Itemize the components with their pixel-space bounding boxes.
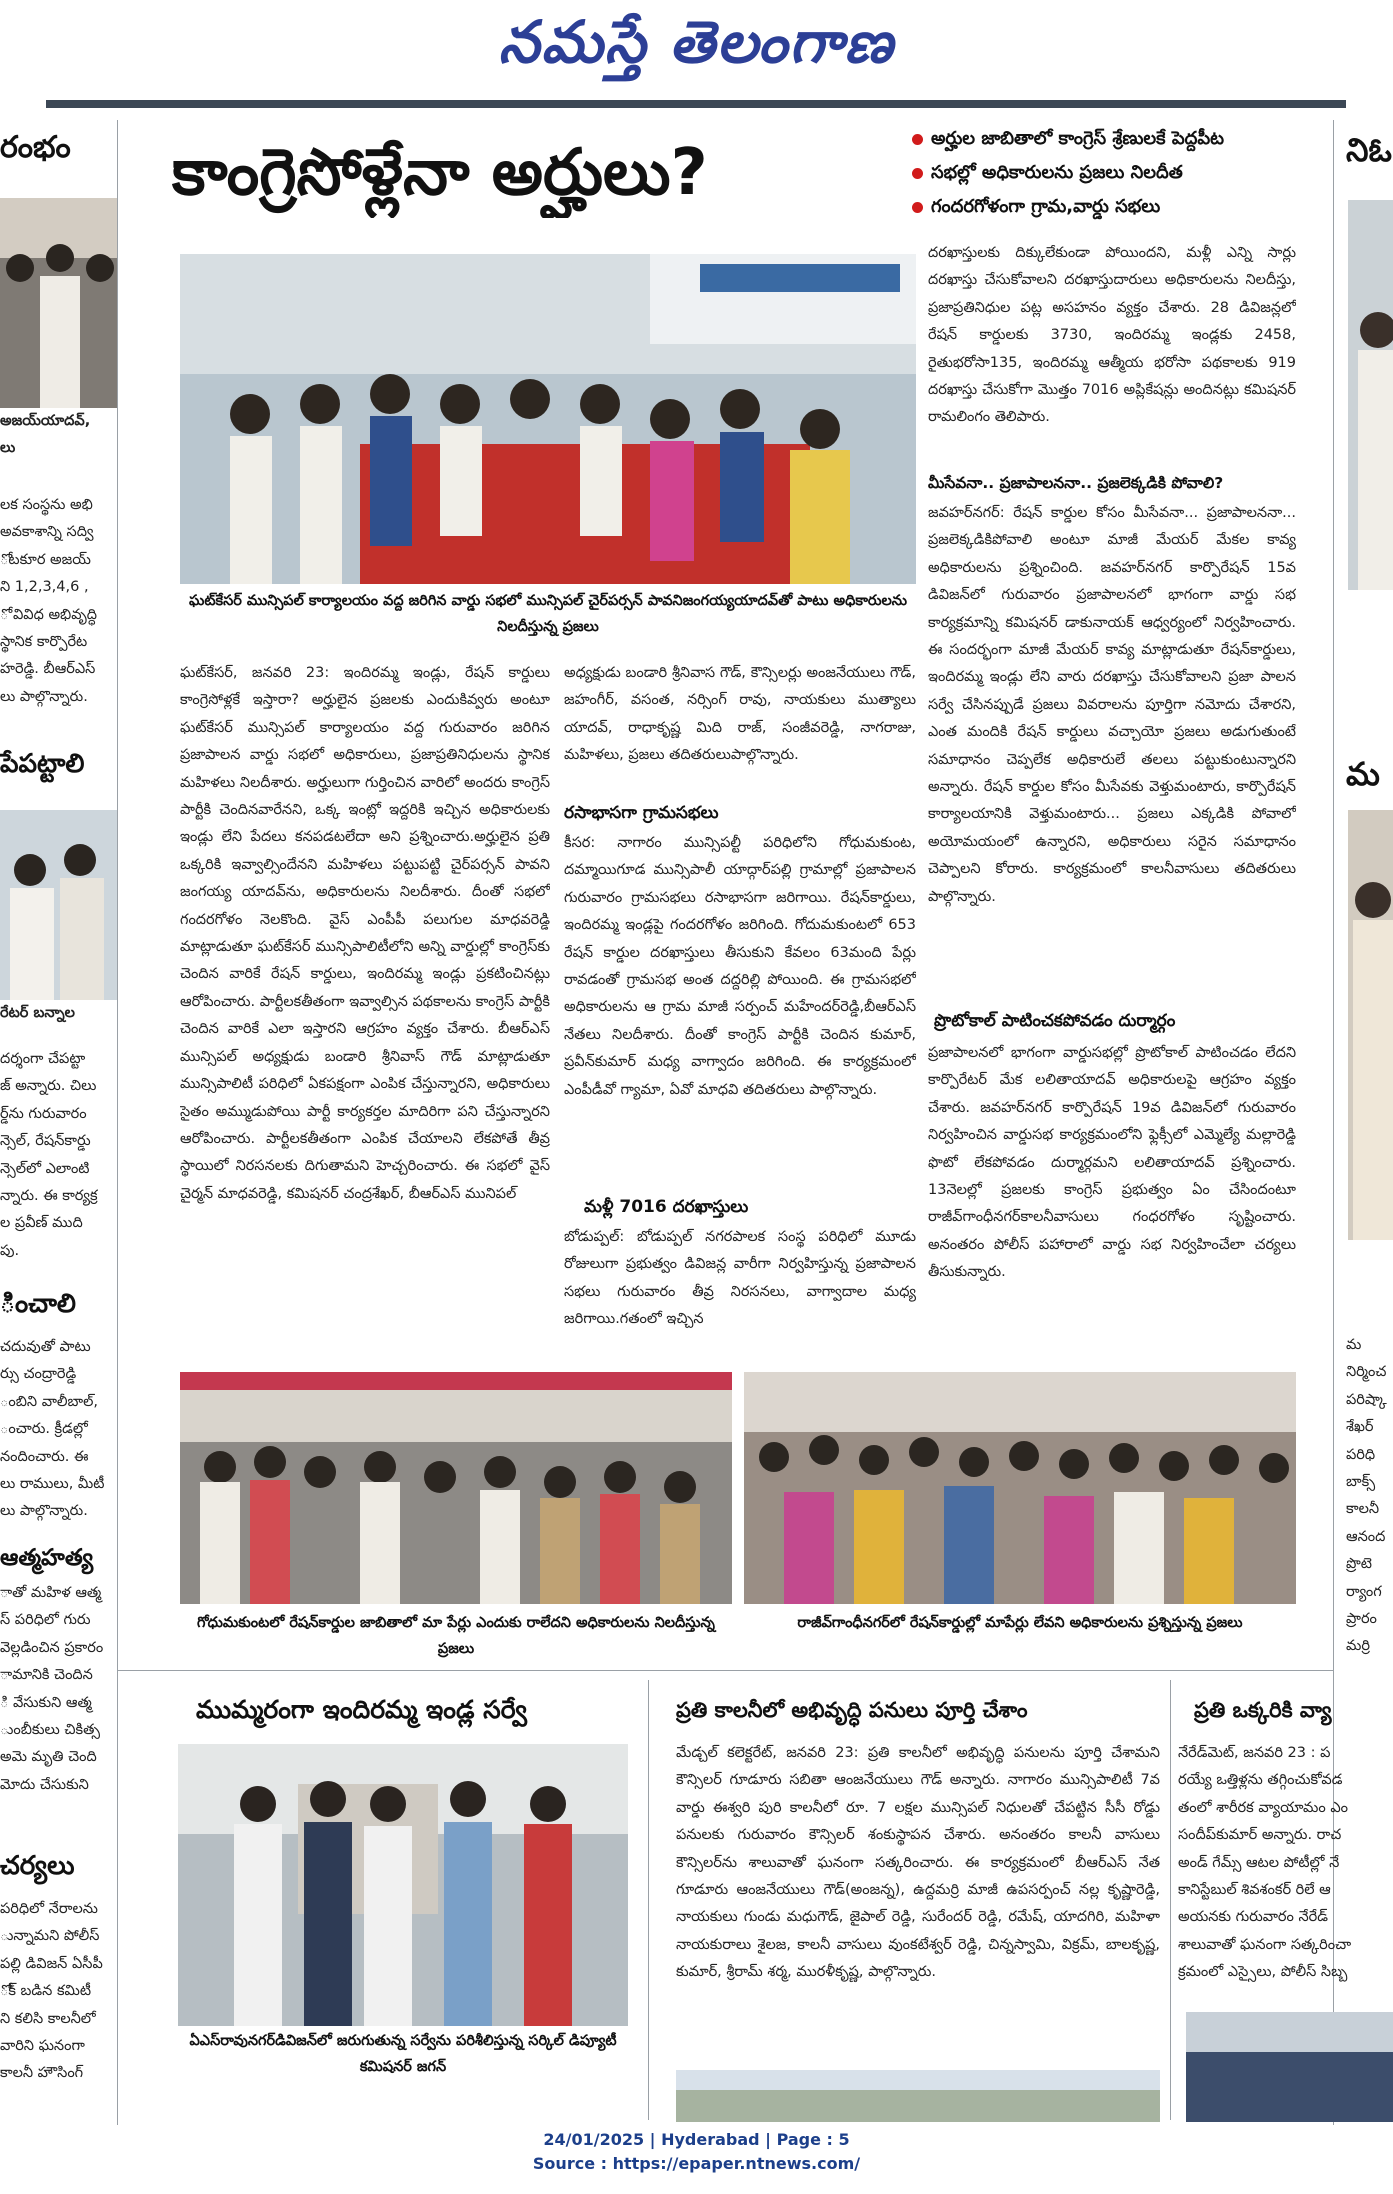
bullet-icon bbox=[912, 168, 923, 179]
photo-right-1 bbox=[1348, 200, 1393, 590]
photo-left-1 bbox=[0, 198, 117, 408]
photo-caption: రాజీవ్‌గాంధీనగర్‌లో రేషన్‌కార్డుల్లో మాపేర్లు లేవని అధికారులను ప్రశ్నిస్తున్న ప్రజలు bbox=[797, 1615, 1243, 1631]
photo-caption: గోధుమకుంటలో రేషన్‌కార్డుల జాబితాలో మా పేర్లు ఎందుకు రాలేదని అధికారులను నిలదీస్తున్న ప్రజలు bbox=[197, 1615, 715, 1657]
bullet-icon bbox=[912, 202, 923, 213]
left-text: లక సంస్థను అభి అవకాశాన్ని సద్వి ోటకూర అజయ్ ని 1,2,3,4,6 , ో వివిధ అభివృద్ధి స్థానిక కార్పొరేట హరెడ్డి. బీఆర్‌ఎస్ లు పాల్గొన్నారు. bbox=[0, 497, 97, 705]
subheading: ప్రొటోకాల్ పాటించకపోవడం దుర్మార్గం bbox=[934, 1011, 1176, 1031]
footer-source-link[interactable]: Source : https://epaper.ntnews.com/ bbox=[532, 2154, 861, 2173]
photo-godhumakunta bbox=[180, 1372, 732, 1604]
separator bbox=[1170, 1680, 1171, 2120]
newspaper-name: నమస్తే తెలంగాణ bbox=[498, 8, 895, 76]
photo-left-2 bbox=[0, 810, 117, 1000]
bullet-item: సభల్లో అధికారులను ప్రజలు నిలదీత bbox=[912, 156, 1332, 190]
article-column-2b: కీసర: నాగారం మున్సిపల్టీ పరిధిలోని గోధుమకుంట, దమ్మాయిగూడ మున్సిపాలీ యాద్గార్‌పల్లి గ్రామాల్లో ప్రజాపాలన గురువారం గ్రామసభలు రసాభాసగా జరిగాయి. రేషన్‌కార్డులు, ఇందిరమ్మ ఇండ్లపై గందరగోళం జరిగింది. గోదుమకుంటలో 653 రేషన్ కార్డుల దరఖాస్తులు తీసుకుని కేవలం 63మంది పేర్లు రావడంతో గ్రామసభ అంత దద్దరిల్లి పోయింది. ఈ గ్రామసభలో అధికారులను ఆ గ్రామ మాజీ సర్పంచ్ మహేందర్‌రెడ్డి,బీఆర్‌ఎస్ నేతలు నిలదీశారు. దీంతో కాంగ్రెస్ పార్టీకి చెందిన కుమార్, ప్రవీన్‌కుమార్ మధ్య వాగ్వాదం జరిగింది. ఈ కార్యక్రమంలో ఎంపీడీవో గ్యామా, ఏవో మాధవి తదితరులు పాల్గొన్నారు. bbox=[564, 835, 916, 1098]
subheading: మళ్లీ 7016 దరఖాస్తులు bbox=[584, 1197, 749, 1217]
masthead-rule bbox=[46, 100, 1346, 108]
right-text: మ నిర్మించ పరిష్కా శేఖర్ పరిధి బాక్స్ కాలనీ ఆనంద ప్రొటె ర్యాంగ ప్రారం మర్రి bbox=[1346, 1337, 1387, 1655]
subheading: రసాభాసగా గ్రామసభలు bbox=[564, 803, 719, 823]
right-heading: మ bbox=[1346, 755, 1380, 793]
left-caption: అజయ్‌యాదవ్, లు bbox=[0, 413, 91, 457]
subheading: మీసేవనా.. ప్రజాపాలననా.. ప్రజలెక్కడికి పోవాలి? bbox=[928, 474, 1224, 492]
left-heading: చర్యలు bbox=[0, 1851, 75, 1881]
photo-rajivgandhinagar bbox=[744, 1372, 1296, 1604]
photo-caption: ఘట్‌కేసర్ మున్సిపల్ కార్యాలయం వద్ద జరిగిన వార్డు సభలో మున్సిపల్ చైర్‌పర్సన్ పావనిజంగయ్యయాదవ్‌తో పాటు అధికారులను నిలదీస్తున్న ప్రజలు bbox=[188, 593, 907, 635]
photo-survey bbox=[178, 1744, 628, 2026]
footer-date-page: 24/01/2025 | Hyderabad | Page : 5 bbox=[543, 2130, 850, 2149]
separator bbox=[117, 120, 118, 2125]
article-column-3b: జవహర్‌నగర్: రేషన్ కార్డుల కోసం మీసేవనా... ప్రజాపాలననా... ప్రజలెక్కడికిపోవాలి అంటూ మాజీ మేయర్ మేకల కావ్య అధికారులను ప్రశ్నించింది. జవహర్‌నగర్ కార్పొరేషన్ 15వ డివిజన్‌లో గురువారం ప్రజాపాలనలో భాగంగా వార్డు సభ కార్యక్రమాన్ని కమిషనర్ డాకునాయక్ ఆధ్వర్యంలో నిర్వహించారు. ఈ సందర్భంగా మాజీ మేయర్ కావ్య మాట్లాడుతూ రేషన్‌కార్డులు, ఇందిరమ్మ ఇండ్లు లేని వారు దరఖాస్తు చేసుకోవాలని ప్రజా పాలన సర్వే చేసినప్పుడే ప్రజలు వివరాలను పూర్తిగా నమోదు చేశారని, ఎంత మందికి రేషన్ కార్డులు వచ్చాయో ప్రజలు అడుగుతుంటే సమాధానం చెప్పలేక అధికారులే తలలు పట్టుకుంటున్నారని అన్నారు. రేషన్ కార్డుల కోసం మీసేవకు వెళ్తుమంటారు, కార్పొరేషన్ కార్యాలయానికి వెళ్తుమంటారు... ప్రజలు ఎక్కడికి పోవాలో అయోమయంలో ఉన్నారని, అధికారులు సరైన సమాధానం చెప్పాలని కోరారు. కార్యక్రమంలో కాలనీవాసులు తదితరులు పాల్గొన్నారు. bbox=[928, 505, 1296, 905]
right-heading: నిఓ bbox=[1346, 131, 1392, 169]
headline-bullets bbox=[912, 122, 1332, 224]
colony-headline: ప్రతి కాలనీలో అభివృద్ధి పనులు పూర్తి చేశాం bbox=[676, 1698, 1028, 1722]
left-text: ాతో మహిళ ఆత్మ స్ పరిధిలో గురు వెల్లడించిన ప్రకారం ామానికి చెందిన ి వేసుకుని ఆత్మ ుంబీకులు చికిత్స అమె మృతి చెంది మోదు చేసుకుని bbox=[0, 1585, 104, 1793]
separator bbox=[648, 1680, 649, 2120]
left-heading: ించాలి bbox=[0, 1289, 76, 1319]
article-column-3c: ప్రజాపాలనలో భాగంగా వార్డుసభల్లో ప్రొటోకాల్ పాటించడం లేదని కార్పొరేటర్ మేక లలితాయాదవ్ అధికారులపై ఆగ్రహం వ్యక్తం చేశారు. జవహర్‌నగర్ కార్పొరేషన్ 19వ డివిజన్‌లో గురువారం నిర్వహించిన వార్డుసభ కార్యక్రమంలోని ఫ్లెక్సీలో ఎమ్మెల్యే మల్లారెడ్డి ఫొటో లేకపోవడం దుర్మార్గమని లలితాయాదవ్ ప్రశ్నించారు. 13నెలల్లో ప్రజలకు కాంగ్రెస్ ప్రభుత్వం ఏం చేసిందంటూ రాజీవ్‌గాంధీనగర్‌కాలనీవాసులు గంధరగోళం సృష్టించారు. అనంతరం పోలీస్ పహారాలో వార్డు సభ నిర్వహించేలా చర్యలు తీసుకున్నారు. bbox=[928, 1045, 1296, 1281]
bullet-icon bbox=[912, 134, 923, 145]
article-column-2c: బోడుప్పల్: బోడుప్పల్ నగరపాలక సంస్థ పరిధిలో మూడు రోజులుగా ప్రభుత్వం డివిజన్ల వారీగా నిర్వహిస్తున్న ప్రజాపాలన సభలు గురువారం తీవ్ర నిరసనలు, వాగ్వాదాల మధ్య జరిగాయి.గతంలో ఇచ్చిన bbox=[564, 1229, 916, 1328]
left-caption: రేటర్ బన్నాల bbox=[0, 1005, 75, 1021]
article-column-3a: దరఖాస్తులకు దిక్కులేకుండా పోయిందని, మళ్లీ ఎన్ని సార్లు దరఖాస్తు చేసుకోవాలని దరఖాస్తుదారులు అధికారులను నిలదీస్తు, ప్రజాప్రతినిధుల పట్ల అసహనం వ్యక్తం చేశారు. 28 డివిజన్లలో రేషన్ కార్డులకు 3730, ఇందిరమ్మ ఇండ్లకు 2458, రైతుభరోసా135, ఇందిరమ్మ ఆత్మీయ భరోసా పథకాలకు 919 దరఖాస్తు చేసుకోగా మొత్తం 7016 అప్లికేషన్లు అందినట్లు కమిషనర్ రామలింగం తెలిపారు. bbox=[928, 245, 1296, 426]
article-column-2a: అధ్యక్షుడు బండారి శ్రీనివాస గౌడ్, కౌన్సిలర్లు అంజనేయులు గౌడ్, జహంగీర్, వసంత, నర్సింగ్ రావు, నాయకులు ముత్యాలు యాదవ్, రాధాకృష్ణ మిది రాజ్, సంజీవరెడ్డి, నాగరాజు, మహిళలు, ప్రజలు తదితరులుపాల్గొన్నారు. bbox=[564, 665, 916, 764]
left-heading: రంభం bbox=[0, 130, 71, 165]
photo-right-2 bbox=[1348, 810, 1393, 1240]
left-text: దర్శంగా చేపట్టా జ్ అన్నారు. చిలు ర్డ్‌ను గురువారం న్సెల్, రేషన్‌కార్డు న్సెల్‌లో ఎలాంటి న్నారు. ఈ కార్యక్ర ల ప్రవీణ్ ముది పు. bbox=[0, 1051, 98, 1259]
left-heading: పేపట్టాలి bbox=[0, 749, 85, 779]
right-bottom-article: నేరేడ్‌మెట్, జనవరి 23 : ప రయ్యే ఒత్తిళ్లను తగ్గించుకోవడ తంలో శారీరక వ్యాయామం ఎం సందీప్‌కుమార్ అన్నారు. రాచ అండ్ గేమ్స్ ఆటల పోటీల్లో నే కానిస్టేబుల్ శివశంకర్ రిలే ఆ అయనకు గురువారం నేరేడ్ శాలువాతో ఘనంగా సత్కరించా క్రమంలో ఎస్సైలు, పోలీస్ సిబ్బ bbox=[1178, 1745, 1352, 1981]
page-footer bbox=[0, 2128, 1393, 2176]
right-bottom-headline: ప్రతి ఒక్కరికి వ్యా bbox=[1194, 1698, 1332, 1722]
photo-caption: ఏఎస్‌రావునగర్‌డివిజన్‌లో జరుగుతున్న సర్వేను పరిశీలిస్తున్న సర్కిల్ డిప్యూటీ కమిషనర్ జగన్ bbox=[189, 2033, 617, 2075]
photo-ward-meeting bbox=[180, 254, 916, 584]
photo-colony bbox=[676, 2070, 1160, 2122]
colony-article: మేడ్చల్ కలెక్టరేట్, జనవరి 23: ప్రతి కాలనీలో అభివృద్ధి పనులను పూర్తి చేశామని కౌన్సిలర్ గూడూరు సబితా ఆంజనేయులు గౌడ్ అన్నారు. నాగారం మున్సిపాలిటీ 7వ వార్డు ఈశ్వరి పురి కాలనీలో రూ. 7 లక్షల మున్సిపల్ నిధులతో చేపట్టిన సీసీ రోడ్డు పనులకు గురువారం కౌన్సిలర్ శంకుస్థాపన చేశారు. అనంతరం కాలనీ వాసులు కౌన్సిలర్‌ను శాలువాతో ఘనంగా సత్కరించారు. ఈ కార్యక్రమంలో బీఆర్‌ఎస్ నేత గూడూరు ఆంజనేయులు గౌడ్(అంజన్న), ఉద్దమర్రి మాజీ ఉపసర్పంచ్ నల్ల కృష్ణారెడ్డి, నాయకులు గుండు మధుగౌడ్, జైపాల్ రెడ్డి, సురేందర్ రెడ్డి, రమేష్, యాదగిరి, మహిళా నాయకురాలు శైలజ, కాలనీ వాసులు వుంకటేశ్వర్ రెడ్డి, చిన్నస్వామి, విక్రమ్, బాలకృష్ణ, కుమార్, శ్రీరామ్ శర్మ, మురళీకృష్ణ, పాల్గొన్నారు. bbox=[676, 1745, 1160, 1981]
bullet-item: అర్హుల జాబితాలో కాంగ్రెస్ శ్రేణులకే పెద్దపీట bbox=[912, 122, 1332, 156]
bullet-item: గందరగోళంగా గ్రామ,వార్డు సభలు bbox=[912, 190, 1332, 224]
separator bbox=[118, 1670, 1333, 1671]
photo-right-bottom bbox=[1186, 2012, 1393, 2122]
main-headline: కాంగ్రెసోళ్లేనా అర్హులు? bbox=[172, 136, 708, 210]
survey-headline: ముమ్మరంగా ఇందిరమ్మ ఇండ్ల సర్వే bbox=[196, 1695, 527, 1724]
left-text: పరిధిలో నేరాలను ున్నామని పోలీస్ పల్లి డివిజన్ ఏసీపీ ోక్ బడిన కమిటీ ని కలిసి కాలనీలో వారిని ఘనంగా కాలనీ హౌసింగ్ bbox=[0, 1901, 103, 2082]
masthead bbox=[0, 0, 1393, 92]
left-heading: ఆత్మహత్య bbox=[0, 1545, 94, 1571]
left-text: చదువుతో పాటు ర్సు చంద్రారెడ్డి ంబిని వాలీబాల్, ంచారు. క్రీడల్లో నందించారు. ఈ లు రాములు, మీటీ లు పాల్గొన్నారు. bbox=[0, 1339, 105, 1520]
article-column-1: ఘట్‌కేసర్, జనవరి 23: ఇందిరమ్మ ఇండ్లు, రేషన్ కార్డులు కాంగ్రెసోళ్లకే ఇస్తారా? అర్హులైన ప్రజలకు ఎందుకివ్వరు అంటూ ఘట్‌కేసర్ మున్సిపల్ కార్యాలయం వద్ద గురువారం జరిగిన ప్రజాపాలన వార్డు సభలో అధికారులు, ప్రజాప్రతినిధులను స్థానిక మహిళలు నిలదీశారు. అర్హులుగా గుర్తించిన వారిలో అందరు కాంగ్రెస్ పార్టీకి చెందినవారేనని, ఒక్క ఇంట్లో ఇద్దరికి ఇచ్చిన అధికారులకు ఇండ్లు లేని పేదలు కనపడటలేదా అని ప్రశ్నించారు.అర్హులైన ప్రతి ఒక్కరికి ఇవ్వాల్సిందేనని మహిళలు పట్టుపట్టి చైర్‌పర్సన్ పావని జంగయ్య యాదవ్‌ను, అధికారులను నిలదీశారు. దీంతో సభలో గందరగోళం నెలకొంది. వైస్ ఎంపీపీ పలుగుల మాధవరెడ్డి మాట్లాడుతూ ఘట్‌కేసర్ మున్సిపాలిటీలోని అన్ని వార్డుల్లో కాంగ్రెస్‌కు చెందిన వారికే రేషన్ కార్డులు, ఇందిరమ్మ ఇండ్లు ప్రకటించినట్లు ఆరోపించారు. పార్టీలకతీతంగా ఇవ్వాల్సిన పథకాలను కాంగ్రెస్ పార్టీకి చెందిన వారికే ఎలా ఇస్తారని ఆగ్రహం వ్యక్తం చేశారు. బీఆర్‌ఎస్ మున్సిపల్ అధ్యక్షుడు బండారి శ్రీనివాస్ గౌడ్ మాట్లాడుతూ మున్సిపాలిటీ పరిధిలో ఏకపక్షంగా ఎంపిక చేస్తున్నారని, అధికారులు సైతం అమ్ముడుపోయి పార్టీ కార్యకర్తల మాదిరిగా పని చేస్తున్నారని ఆరోపించారు. పార్టీలకతీతంగా ఎంపిక చేయాలని లేకపోతే తీవ్ర స్థాయిలో నిరసనలకు దిగుతామని హెచ్చరించారు. ఈ సభలో వైస్ చైర్మన్ మాధవరెడ్డి, కమిషనర్ చంద్రశేఖర్, బీఆర్‌ఎస్ మునిపల్ bbox=[180, 665, 550, 1202]
